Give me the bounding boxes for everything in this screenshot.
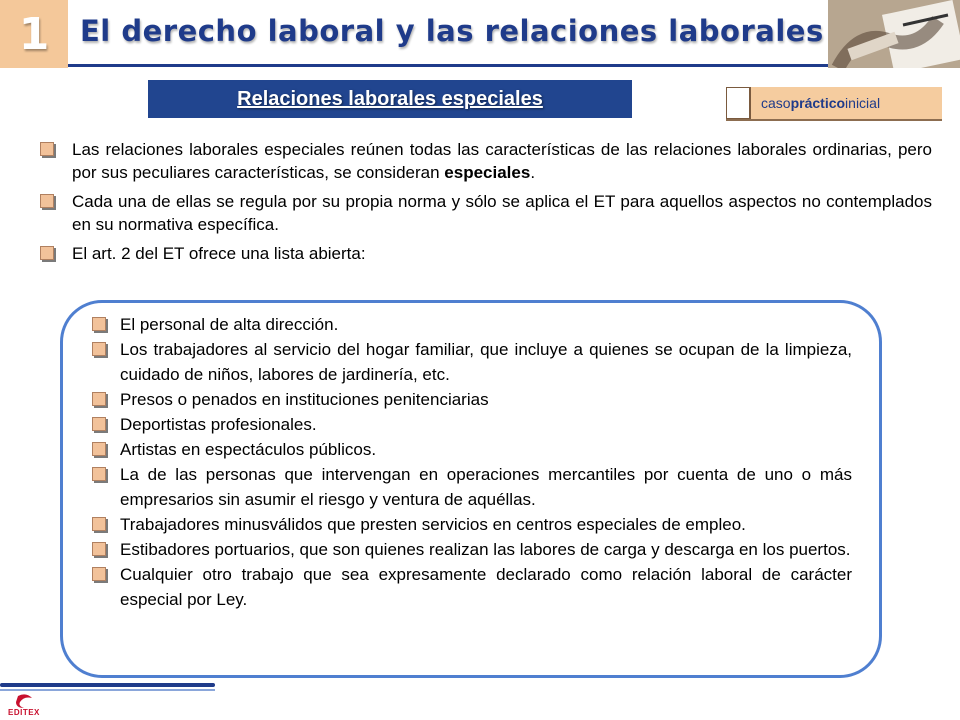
list-item-text: Estibadores portuarios, que son quienes realizan las labores de carga y descarga en los puertos.: [120, 540, 851, 559]
bullet-square-icon: [92, 442, 106, 456]
special-relations-list: [92, 312, 852, 612]
list-item-text: Presos o penados en instituciones penitenciarias: [120, 390, 489, 409]
main-bullets: [40, 138, 932, 271]
footer-divider: [0, 683, 215, 687]
page-title: El derecho laboral y las relaciones laborales: [80, 14, 824, 48]
chapter-number: 1: [18, 8, 50, 60]
bullet-square-icon: [92, 417, 106, 431]
list-item-text: Trabajadores minusválidos que presten servicios en centros especiales de empleo.: [120, 515, 746, 534]
editex-logo-text: EDITEX: [8, 708, 40, 717]
caso-label: [751, 87, 942, 119]
list-item-text: Artistas en espectáculos públicos.: [120, 440, 377, 459]
list-item: [92, 512, 852, 537]
list-item-text: Deportistas profesionales.: [120, 415, 317, 434]
bullet-square-icon: [92, 542, 106, 556]
bullet-square-icon: [92, 317, 106, 331]
list-item-text: La de las personas que intervengan en operaciones mercantiles por cuenta de uno o más empresarios sin asumir el riesgo y ventura de aquéllas.: [120, 465, 852, 509]
list-item: [92, 412, 852, 437]
list-item-text: Los trabajadores al servicio del hogar familiar, que incluye a quienes se ocupan de la limpieza, cuidado de niños, labores de jardinería, etc.: [120, 340, 852, 384]
bullet-text: Las relaciones laborales especiales reúnen todas las características de las relaciones laborales ordinarias, pero por sus peculiares características, se consideran: [72, 140, 932, 182]
caso-suffix: inicial: [845, 95, 881, 111]
bullet-bold: especiales: [444, 163, 531, 182]
list-item: [92, 562, 852, 612]
list-item: [92, 387, 852, 412]
bullet-square-icon: [40, 142, 54, 156]
list-item: [92, 437, 852, 462]
section-banner: [148, 80, 632, 118]
list-item-text: El personal de alta dirección.: [120, 315, 339, 334]
bullet-tail: .: [530, 163, 536, 182]
list-item-text: Cualquier otro trabajo que sea expresamente declarado como relación laboral de carácter especial por Ley.: [120, 565, 852, 609]
bullet-square-icon: [92, 467, 106, 481]
section-title: Relaciones laborales especiales: [237, 87, 543, 110]
bullet-square-icon: [40, 246, 54, 260]
bullet-square-icon: [92, 567, 106, 581]
list-item: [92, 312, 852, 337]
caso-prefix: caso: [761, 95, 791, 111]
bullet-square-icon: [92, 342, 106, 356]
bullet-square-icon: [92, 392, 106, 406]
footer-divider-light: [0, 689, 215, 691]
list-item: [92, 537, 852, 562]
caso-bold: práctico: [790, 95, 846, 111]
bullet-square-icon: [40, 194, 54, 208]
bullet-item: [40, 190, 932, 236]
caso-practico-button[interactable]: [726, 87, 942, 121]
bullet-text: Cada una de ellas se regula por su propia norma y sólo se aplica el ET para aquellos aspectos no contemplados en su normativa específica.: [72, 192, 932, 234]
list-item: [92, 337, 852, 387]
header-divider: [68, 64, 828, 67]
header-photo: [828, 0, 960, 68]
bullet-item: [40, 138, 932, 184]
caso-tab: [726, 87, 751, 119]
chapter-badge: [0, 0, 68, 68]
bullet-item: [40, 242, 932, 265]
bullet-text: El art. 2 del ET ofrece una lista abierta:: [72, 244, 366, 263]
bullet-square-icon: [92, 517, 106, 531]
list-item: [92, 462, 852, 512]
